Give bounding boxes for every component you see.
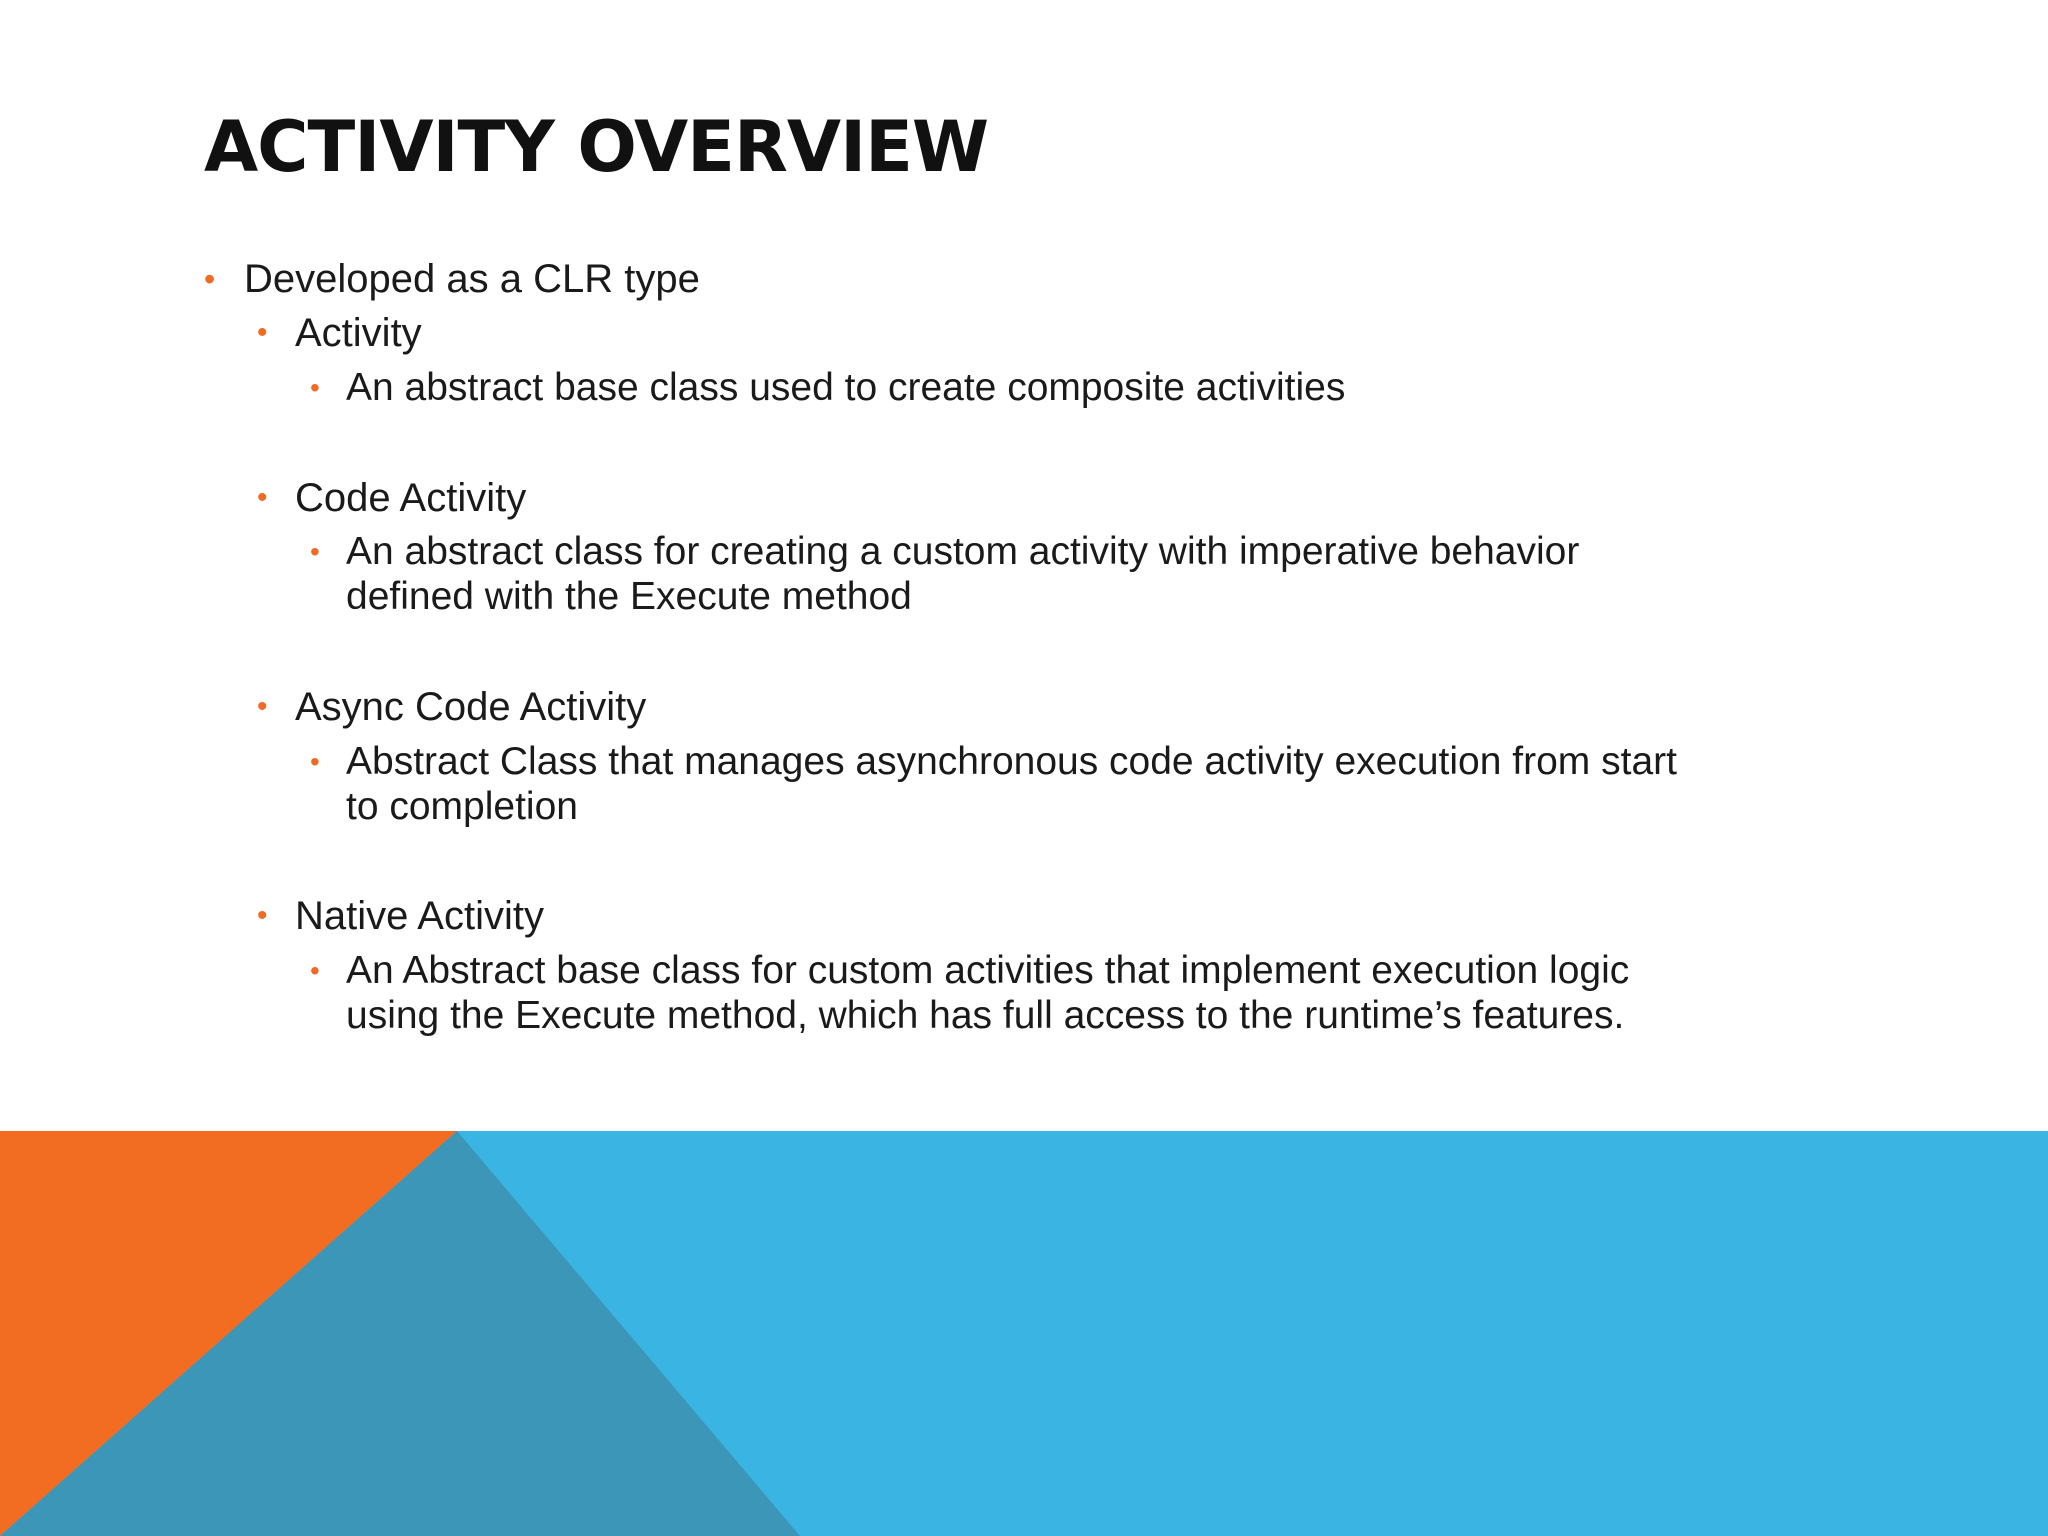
bullet-dot: • [257, 899, 268, 932]
bullet-native-activity-desc [310, 948, 1630, 1038]
decorative-footer-graphic [0, 1131, 2048, 1536]
bullet-text-line-1: Abstract Class that manages asynchronous code activity execution from start [346, 740, 1677, 783]
bullet-text-line-2: to completion [346, 785, 578, 828]
bullet-text: Activity [295, 311, 422, 355]
bullet-dot: • [204, 261, 216, 297]
bullet-dot: • [257, 316, 268, 349]
bullet-native-activity [257, 893, 544, 939]
bullet-text-line-1: An abstract class for creating a custom activity with imperative behavior [346, 530, 1580, 573]
bullet-dot: • [310, 536, 320, 567]
bullet-text-line-2: using the Execute method, which has full access to the runtime’s features. [346, 994, 1625, 1037]
bullet-async-code-activity-desc [310, 739, 1677, 829]
bullet-text: Async Code Activity [295, 685, 647, 729]
bullet-activity-desc [310, 365, 1346, 410]
slide-title: ACTIVITY OVERVIEW [204, 106, 989, 188]
bullet-code-activity-desc [310, 529, 1580, 619]
bullet-text-line-1: An Abstract base class for custom activities that implement execution logic [346, 949, 1630, 992]
bullet-code-activity [257, 475, 527, 521]
bullet-text-line-2: defined with the Execute method [346, 575, 912, 618]
bullet-dot: • [310, 372, 320, 403]
bullet-dot: • [257, 690, 268, 723]
bullet-text: An abstract base class used to create composite activities [346, 366, 1346, 409]
bullet-dot: • [310, 955, 320, 986]
bullet-activity [257, 310, 422, 356]
bullet-text: Developed as a CLR type [244, 257, 700, 301]
bullet-dot: • [257, 481, 268, 514]
bullet-dot: • [310, 746, 320, 777]
bullet-async-code-activity [257, 684, 647, 730]
bullet-text: Code Activity [295, 476, 527, 520]
bullet-text: Native Activity [295, 894, 544, 938]
bullet-developed-as-clr-type [204, 256, 700, 302]
